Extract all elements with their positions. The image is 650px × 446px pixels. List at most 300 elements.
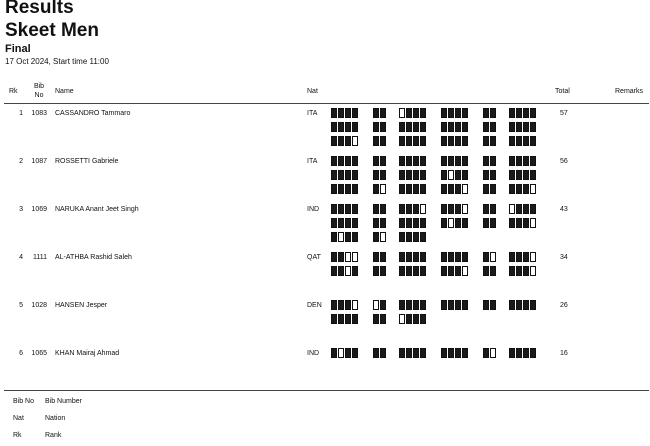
table-row [0,205,650,253]
hit-mark [516,108,522,118]
hit-mark [523,170,529,180]
hit-mark [448,108,454,118]
hit-mark [420,252,426,262]
hit-mark [331,300,337,310]
hit-mark [441,136,447,146]
nation-cell: ITA [307,110,318,117]
hit-mark [413,184,419,194]
hit-mark [455,108,461,118]
shot-series [373,156,387,167]
shot-series [399,218,427,229]
hit-mark [523,252,529,262]
hit-mark [331,232,337,242]
hit-mark [455,300,461,310]
hit-mark [420,108,426,118]
name-cell: KHAN Mairaj Ahmad [55,350,120,357]
hit-mark [352,232,358,242]
legend-value: Rank [45,432,62,439]
miss-mark [530,252,536,262]
hit-mark [448,300,454,310]
hit-mark [413,122,419,132]
hit-mark [413,232,419,242]
nation-cell: ITA [307,158,318,165]
hit-mark [516,300,522,310]
hit-mark [441,170,447,180]
hit-mark [413,170,419,180]
hit-mark [345,348,351,358]
name-cell: ROSSETTI Gabriele [55,158,119,165]
shot-series [509,184,537,195]
hit-mark [516,218,522,228]
hit-mark [462,252,468,262]
miss-mark [352,136,358,146]
miss-mark [448,170,454,180]
hit-mark [523,184,529,194]
hit-mark [509,108,515,118]
shot-series [441,184,469,195]
nation-cell: DEN [307,302,322,309]
event-title: Skeet Men [5,20,99,41]
hit-mark [380,170,386,180]
hit-mark [483,122,489,132]
table-row [0,157,650,205]
hit-mark [516,184,522,194]
bib-cell: 1065 [31,350,47,357]
hit-mark [373,218,379,228]
shot-series [331,156,359,167]
hit-mark [448,348,454,358]
hit-mark [455,348,461,358]
hit-mark [331,204,337,214]
hit-mark [406,252,412,262]
hit-mark [338,300,344,310]
nation-cell: IND [307,206,320,213]
hit-mark [490,122,496,132]
total-cell: 43 [560,206,568,213]
hit-mark [345,204,351,214]
hit-mark [413,348,419,358]
col-bib-line2: No [34,92,44,99]
hit-mark [352,122,358,132]
hit-mark [406,204,412,214]
miss-mark [380,184,386,194]
hit-mark [413,204,419,214]
nation-cell: QAT [307,254,321,261]
hit-mark [516,204,522,214]
hit-mark [448,184,454,194]
shot-series [331,184,359,195]
legend-key: Rk [13,432,22,439]
hit-mark [338,184,344,194]
shot-series [483,218,497,229]
hit-mark [345,300,351,310]
hit-mark [420,300,426,310]
hit-mark [352,108,358,118]
shot-series [483,204,497,215]
hit-mark [483,170,489,180]
hit-mark [462,122,468,132]
hit-mark [331,348,337,358]
hit-mark [516,170,522,180]
hit-mark [462,348,468,358]
hit-mark [483,348,489,358]
shot-series [483,184,497,195]
hit-mark [331,218,337,228]
hit-mark [523,218,529,228]
hit-mark [399,300,405,310]
hit-mark [441,348,447,358]
hit-mark [373,136,379,146]
hit-mark [448,266,454,276]
hit-mark [441,108,447,118]
hit-mark [462,170,468,180]
hit-mark [523,156,529,166]
hit-mark [352,266,358,276]
hit-mark [448,204,454,214]
miss-mark [399,314,405,324]
hit-mark [373,252,379,262]
shot-series [331,108,359,119]
hit-mark [516,156,522,166]
hit-mark [406,108,412,118]
hit-mark [455,184,461,194]
table-row [0,253,650,301]
hit-mark [530,136,536,146]
hit-mark [483,300,489,310]
miss-mark [352,300,358,310]
shot-series [331,170,359,181]
shot-series [483,348,497,359]
shot-series [509,170,537,181]
hit-mark [413,156,419,166]
hit-mark [441,156,447,166]
hit-mark [462,136,468,146]
hit-mark [523,136,529,146]
hit-mark [455,122,461,132]
total-cell: 26 [560,302,568,309]
name-cell: HANSEN Jesper [55,302,108,309]
hit-mark [455,136,461,146]
hit-mark [509,184,515,194]
miss-mark [399,108,405,118]
hit-mark [490,108,496,118]
shot-series [509,156,537,167]
hit-mark [490,156,496,166]
shot-series [509,266,537,277]
hit-mark [399,252,405,262]
miss-mark [490,252,496,262]
col-remarks: Remarks [615,88,644,95]
shot-series [373,300,387,311]
shot-series [399,122,427,133]
shot-series [331,314,359,325]
hit-mark [380,314,386,324]
rank-cell: 6 [19,350,23,357]
hit-mark [441,204,447,214]
hit-mark [352,184,358,194]
hit-mark [399,232,405,242]
shot-series [509,348,537,359]
hit-mark [448,156,454,166]
header-divider [4,103,649,104]
hit-mark [399,170,405,180]
hit-mark [490,218,496,228]
hit-mark [406,348,412,358]
hit-mark [406,184,412,194]
shot-series [399,348,427,359]
hit-mark [399,156,405,166]
hit-mark [413,108,419,118]
hit-mark [380,218,386,228]
hit-mark [530,170,536,180]
hit-mark [399,136,405,146]
miss-mark [462,266,468,276]
miss-mark [420,204,426,214]
hit-mark [399,266,405,276]
footer-divider [4,390,649,391]
shot-series [441,300,469,311]
shot-series [509,300,537,311]
table-row [0,301,650,349]
bib-cell: 1111 [32,254,47,261]
rank-cell: 5 [19,302,23,309]
shot-series [331,204,359,215]
hit-mark [352,314,358,324]
miss-mark [448,218,454,228]
hit-mark [406,314,412,324]
col-nation: Nat [307,88,318,95]
hit-mark [523,266,529,276]
hit-mark [399,122,405,132]
hit-mark [483,108,489,118]
shot-series [331,122,359,133]
hit-mark [331,314,337,324]
hit-mark [345,156,351,166]
hit-mark [509,156,515,166]
shot-series [373,232,387,243]
hit-mark [331,184,337,194]
legend-item [13,432,61,439]
shot-series [483,266,497,277]
hit-mark [523,348,529,358]
miss-mark [380,232,386,242]
rank-cell: 1 [19,110,23,117]
bib-cell: 1028 [31,302,47,309]
miss-mark [373,300,379,310]
shot-series [509,218,537,229]
shot-series [483,136,497,147]
hit-mark [420,156,426,166]
shot-series [331,136,359,147]
hit-mark [516,122,522,132]
miss-mark [530,184,536,194]
miss-mark [530,218,536,228]
hit-mark [530,348,536,358]
shot-series [399,170,427,181]
col-bib [33,82,45,100]
hit-mark [373,204,379,214]
shot-series [373,204,387,215]
legend-item [13,415,65,422]
shot-series [399,136,427,147]
hit-mark [441,218,447,228]
shot-series [483,300,497,311]
hit-mark [516,252,522,262]
hit-mark [373,232,379,242]
shot-series [399,314,427,325]
hit-mark [380,122,386,132]
hit-mark [345,314,351,324]
hit-mark [373,156,379,166]
hit-mark [345,232,351,242]
miss-mark [338,348,344,358]
shot-series [441,218,469,229]
hit-mark [380,300,386,310]
shot-series [373,348,387,359]
hit-mark [441,252,447,262]
hit-mark [455,170,461,180]
hit-mark [455,218,461,228]
legend-key: Bib No [13,398,35,405]
shot-series [331,252,359,263]
shot-series [441,136,469,147]
hit-mark [490,170,496,180]
hit-mark [406,232,412,242]
hit-mark [509,122,515,132]
hit-mark [352,170,358,180]
hit-mark [420,266,426,276]
phase-title: Final [5,43,31,55]
bib-cell: 1069 [31,206,47,213]
hit-mark [523,122,529,132]
hit-mark [455,204,461,214]
hit-mark [338,122,344,132]
hit-mark [483,266,489,276]
shot-series [509,204,537,215]
hit-mark [441,300,447,310]
hit-mark [338,108,344,118]
hit-mark [406,218,412,228]
shot-series [441,170,469,181]
shot-series [509,136,537,147]
hit-mark [345,184,351,194]
hit-mark [490,204,496,214]
hit-mark [331,108,337,118]
hit-mark [380,266,386,276]
hit-mark [331,136,337,146]
miss-mark [338,232,344,242]
shot-series [331,266,359,277]
hit-mark [483,218,489,228]
hit-mark [455,156,461,166]
hit-mark [420,184,426,194]
hit-mark [530,156,536,166]
shot-series [331,232,359,243]
shot-series [373,108,387,119]
hit-mark [490,266,496,276]
hit-mark [352,156,358,166]
hit-mark [331,252,337,262]
hit-mark [523,108,529,118]
hit-mark [483,184,489,194]
event-datetime: 17 Oct 2024, Start time 11:00 [5,57,109,66]
total-cell: 57 [560,110,568,117]
hit-mark [338,218,344,228]
hit-mark [509,348,515,358]
hit-mark [338,156,344,166]
hit-mark [448,252,454,262]
hit-mark [462,108,468,118]
hit-mark [490,184,496,194]
shot-series [509,108,537,119]
shot-series [373,170,387,181]
shot-series [331,218,359,229]
hit-mark [509,266,515,276]
rank-cell: 4 [19,254,23,261]
col-total: Total [555,88,570,95]
hit-mark [380,348,386,358]
hit-mark [413,252,419,262]
name-cell: CASSANDRO Tammaro [55,110,131,117]
hit-mark [399,204,405,214]
nation-cell: IND [307,350,320,357]
shot-series [399,266,427,277]
miss-mark [345,266,351,276]
hit-mark [352,348,358,358]
hit-mark [373,184,379,194]
legend-key: Nat [13,415,24,422]
hit-mark [516,348,522,358]
hit-mark [406,122,412,132]
hit-mark [331,170,337,180]
hit-mark [483,204,489,214]
shot-series [399,204,427,215]
bib-cell: 1087 [31,158,47,165]
hit-mark [420,136,426,146]
hit-mark [399,218,405,228]
name-cell: NARUKA Anant Jeet Singh [55,206,139,213]
hit-mark [483,252,489,262]
hit-mark [420,122,426,132]
hit-mark [338,170,344,180]
hit-mark [331,266,337,276]
shot-series [399,184,427,195]
hit-mark [448,122,454,132]
shot-series [483,252,497,263]
hit-mark [338,252,344,262]
hit-mark [455,266,461,276]
hit-mark [509,218,515,228]
hit-mark [373,314,379,324]
miss-mark [490,348,496,358]
total-cell: 16 [560,350,568,357]
legend-value: Nation [45,415,66,422]
shot-series [441,108,469,119]
hit-mark [420,232,426,242]
hit-mark [352,218,358,228]
hit-mark [516,266,522,276]
hit-mark [530,204,536,214]
hit-mark [413,266,419,276]
hit-mark [406,266,412,276]
page-title: Results [5,0,74,18]
hit-mark [483,136,489,146]
col-name: Name [55,88,74,95]
hit-mark [420,348,426,358]
hit-mark [352,204,358,214]
hit-mark [373,122,379,132]
hit-mark [420,170,426,180]
